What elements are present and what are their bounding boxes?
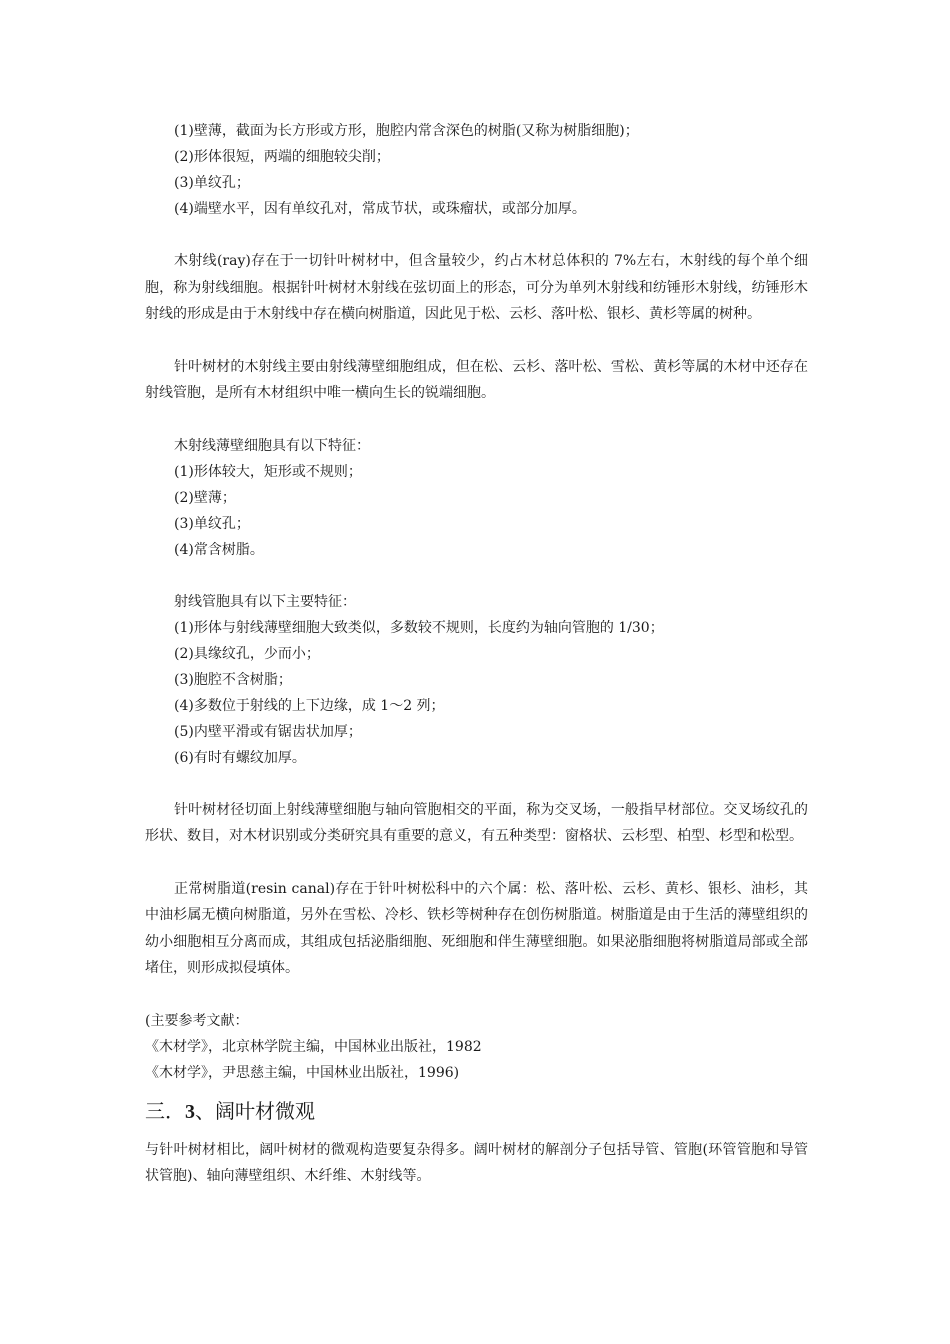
list-item: (4)多数位于射线的上下边缘，成 1～2 列；	[174, 697, 445, 714]
list-item: (4)端壁水平，因有单纹孔对，常成节状，或珠瘤状，或部分加厚。	[174, 201, 586, 217]
list-item: (6)有时有螺纹加厚。	[174, 749, 306, 766]
list-title: 木射线薄壁细胞具有以下特征：	[174, 437, 370, 454]
paragraph-ray: 木射线(ray)存在于一切针叶树材中，但含量较少，约占木材总体积的 7%左右，木射线的每个单个细胞，称为射线细胞。根据针叶树材木射线在弦切面上的形态，可分为单列木射线和纺锤形木射线，纺锤形木射线的形成是由于木射线中存在横向树脂道，因此见于松、云杉、落叶松、银杉、黄杉等属的树种。	[145, 253, 808, 322]
feature-list-2	[145, 433, 808, 563]
references	[145, 1008, 808, 1086]
list-item: (1)形体与射线薄壁细胞大致类似，多数较不规则，长度约为轴向管胞的 1/30；	[174, 619, 664, 636]
paragraph-ray-tracheid: 针叶树材的木射线主要由射线薄壁细胞组成，但在松、云杉、落叶松、雪松、黄杉等属的木材中还存在射线管胞，是所有木材组织中唯一横向生长的锐端细胞。	[145, 358, 808, 401]
reference-line: 《木材学》，尹思慈主编，中国林业出版社，1996)	[145, 1064, 460, 1081]
paragraph-broadleaf: 与针叶树材相比，阔叶树材的微观构造要复杂得多。阔叶树材的解剖分子包括导管、管胞(环管管胞和导管状管胞)、轴向薄壁组织、木纤维、木射线等。	[145, 1141, 808, 1184]
list-title: 射线管胞具有以下主要特征：	[174, 593, 356, 610]
section-heading	[145, 1096, 808, 1127]
list-item: (2)具缘纹孔，少而小；	[174, 645, 320, 662]
list-item: (3)单纹孔；	[174, 175, 250, 191]
paragraph-resin-canal: 正常树脂道(resin canal)存在于针叶树松科中的六个属：松、落叶松、云杉、黄杉、银杉、油杉，其中油杉属无横向树脂道，另外在雪松、冷杉、铁杉等树种存在创伤树脂道。树脂道是由于生活的薄壁组织的幼小细胞相互分离而成，其组成包括泌脂细胞、死细胞和伴生薄壁细胞。如果泌脂细胞将树脂道局部或全部堵住，则形成拟侵填体。	[145, 880, 808, 976]
heading-title: 、阔叶材微观	[195, 1098, 315, 1123]
list-item: (3)胞腔不含树脂；	[174, 671, 292, 688]
list-item: (2)形体很短，两端的细胞较尖削；	[174, 149, 390, 165]
list-item: (3)单纹孔；	[174, 515, 250, 532]
list-item: (5)内壁平滑或有锯齿状加厚；	[174, 723, 362, 740]
heading-number: 3	[185, 1100, 195, 1123]
list-item: (2)壁薄；	[174, 489, 236, 506]
list-item: (4)常含树脂。	[174, 541, 264, 558]
paragraph-cross-field: 针叶树材径切面上射线薄壁细胞与轴向管胞相交的平面，称为交叉场，一般指早材部位。交叉场纹孔的形状、数目，对木材识别或分类研究具有重要的意义，有五种类型：窗格状、云杉型、柏型、杉型和松型。	[145, 801, 808, 844]
reference-line: (主要参考文献：	[145, 1012, 249, 1029]
list-item: (1)形体较大，矩形或不规则；	[174, 463, 362, 480]
feature-list-3	[145, 589, 808, 771]
document-page	[145, 118, 808, 1190]
reference-line: 《木材学》，北京林学院主编，中国林业出版社，1982	[145, 1038, 482, 1055]
feature-list-1	[145, 118, 808, 222]
heading-prefix: 三．	[145, 1098, 185, 1123]
list-item: (1)壁薄，截面为长方形或方形，胞腔内常含深色的树脂(又称为树脂细胞)；	[174, 123, 639, 139]
